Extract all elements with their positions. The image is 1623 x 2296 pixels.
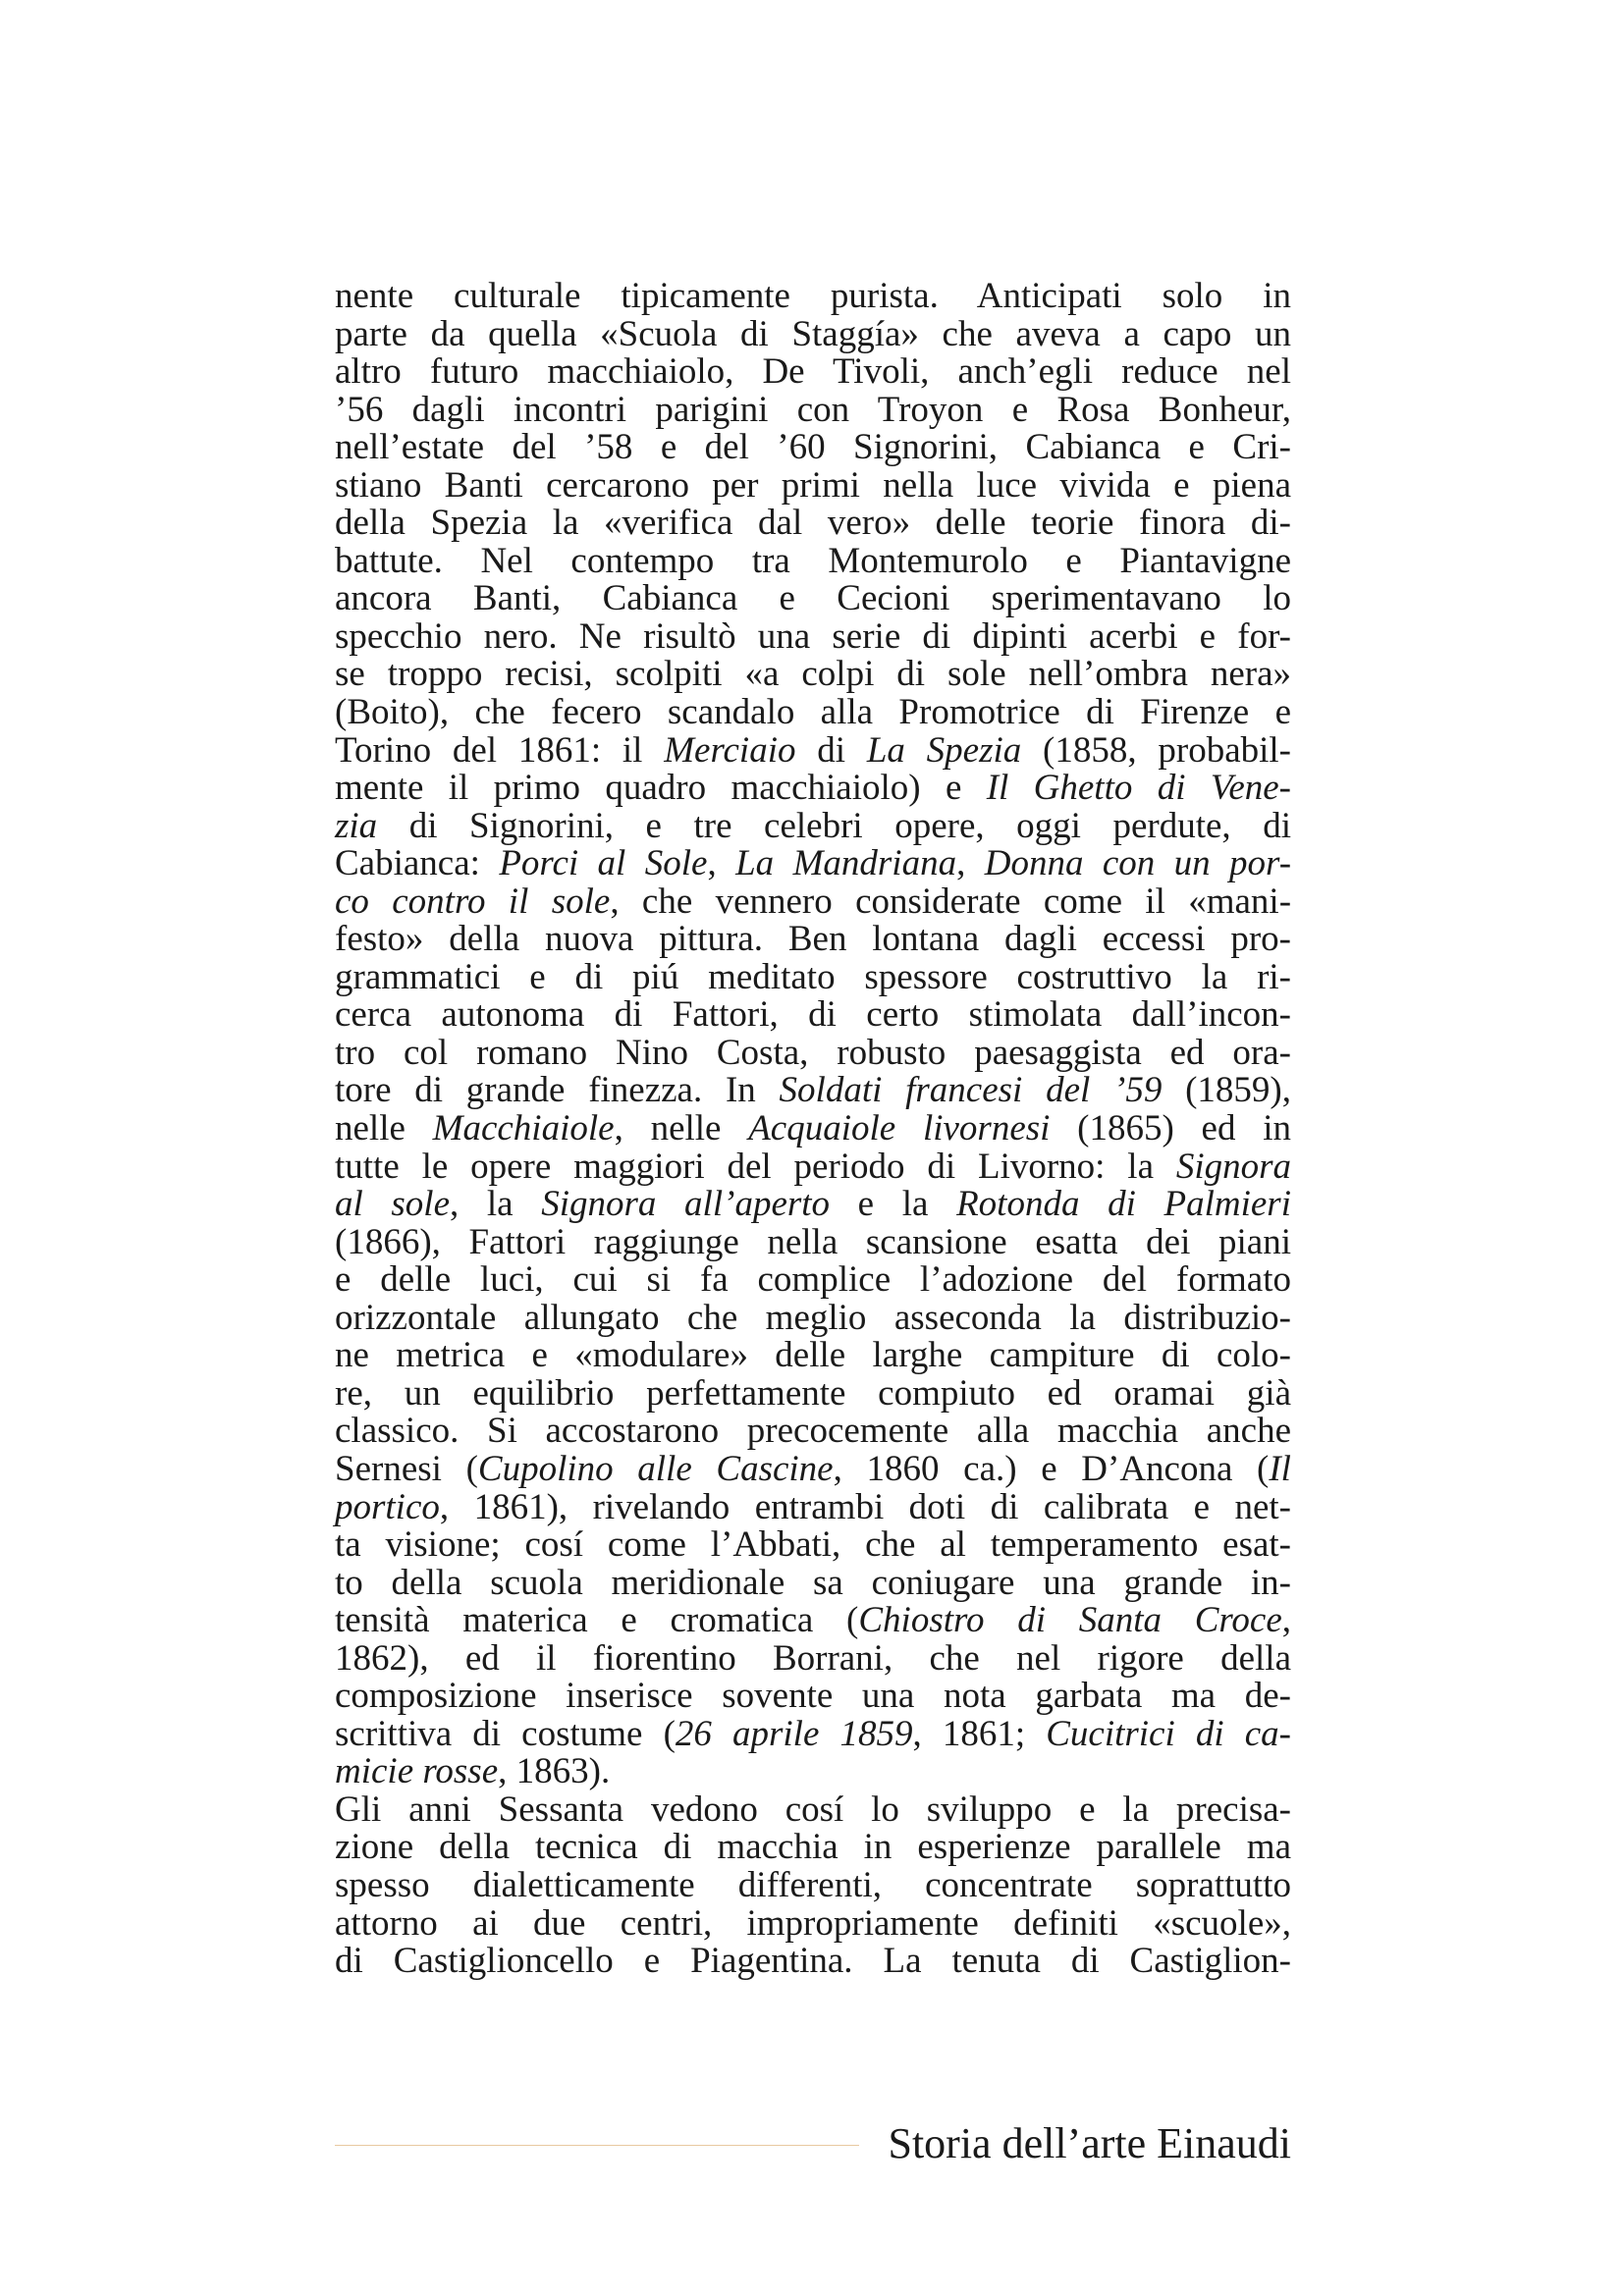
text-run: tensità materica e cromatica ( <box>335 1600 859 1641</box>
text-run: di Signorini, e tre celebri opere, oggi perdute, di <box>377 805 1291 846</box>
text-run: Torino del 1861: il <box>335 729 665 771</box>
italic-title: micie rosse <box>335 1751 499 1792</box>
text-run: scrittiva di costume ( <box>335 1713 676 1754</box>
text-line <box>335 1678 1291 1716</box>
text-run: (Boito), che fecero scandalo alla Promotrice di Firenze e <box>335 692 1291 733</box>
text-run: Gli anni Sessanta vedono cosí lo sviluppo e la precisa- <box>335 1789 1291 1830</box>
text-line <box>335 1602 1291 1640</box>
text-line <box>335 770 1291 808</box>
text-run: tutte le opere maggiori del periodo di Livorno: la <box>335 1146 1176 1187</box>
text-run: composizione inserisce sovente una nota garbata ma de- <box>335 1676 1291 1717</box>
text-line <box>335 1413 1291 1451</box>
text-run: parte da quella «Scuola di Staggía» che aveva a capo un <box>335 313 1291 354</box>
text-line <box>335 1110 1291 1148</box>
text-run: spesso dialetticamente differenti, concentrate soprattutto <box>335 1864 1291 1905</box>
italic-title: al sole <box>335 1184 451 1225</box>
italic-title: Signora all’aperto <box>541 1184 831 1225</box>
text-run: , <box>956 843 985 884</box>
text-line <box>335 389 1291 430</box>
italic-title: zia <box>335 805 378 846</box>
text-run: grammatici e di piú meditato spessore costruttivo la ri- <box>335 956 1291 997</box>
text-run: e la <box>830 1184 957 1225</box>
italic-title: 26 aprile 1859 <box>675 1713 913 1754</box>
text-run: (1858, probabil- <box>1021 729 1291 771</box>
text-line <box>335 1864 1291 1905</box>
text-line <box>335 1637 1291 1679</box>
text-run: to della scuola meridionale sa coniugare una grande in- <box>335 1562 1291 1603</box>
text-run: ta visione; cosí come l’Abbati, che al temperamento esat- <box>335 1524 1291 1566</box>
text-run: di Castiglioncello e Piagentina. La tenuta di Castiglion- <box>335 1941 1291 1982</box>
text-run: nente culturale tipicamente purista. Anticipati solo in <box>335 276 1291 316</box>
text-line <box>335 1943 1291 1981</box>
text-run: nelle <box>335 1108 433 1149</box>
text-line <box>335 1372 1291 1414</box>
footer-title: Storia dell’arte Einaudi <box>888 2119 1291 2167</box>
text-line <box>335 540 1291 581</box>
italic-title: Cupolino alle Cascine <box>477 1448 834 1489</box>
body-text <box>335 278 1291 1981</box>
footer-rule <box>335 2145 859 2146</box>
text-line <box>335 1186 1291 1224</box>
text-run: specchio nero. Ne risultò una serie di dipinti acerbi e for- <box>335 615 1291 657</box>
italic-title: Soldati francesi del ’59 <box>779 1070 1163 1111</box>
text-line <box>335 615 1291 657</box>
text-run: , la <box>450 1184 542 1225</box>
text-line <box>335 278 1291 316</box>
text-run: 1862), ed il fiorentino Borrani, che nel rigore della <box>335 1637 1291 1679</box>
text-line <box>335 845 1291 883</box>
italic-title: Macchiaiole <box>432 1108 615 1149</box>
text-line <box>335 1902 1291 1944</box>
text-line <box>335 313 1291 354</box>
italic-title: Il Ghetto di Vene- <box>986 768 1292 809</box>
text-line <box>335 805 1291 846</box>
text-run: battute. Nel contempo tra Montemurolo e Piantavigne <box>335 540 1291 581</box>
text-run: tro col romano Nino Costa, robusto paesaggista ed ora- <box>335 1032 1291 1073</box>
text-run: , 1860 ca.) e D’Ancona ( <box>833 1448 1270 1489</box>
text-run: ne metrica e «modulare» delle larghe campiture di colo- <box>335 1335 1291 1376</box>
text-line <box>335 1297 1291 1338</box>
text-line <box>335 656 1291 694</box>
text-run: mente il primo quadro macchiaiolo) e <box>335 768 987 809</box>
italic-title: co contro il sole <box>335 881 611 922</box>
text-line <box>335 694 1291 732</box>
italic-title: Donna con un por- <box>984 843 1292 884</box>
text-line <box>335 996 1291 1035</box>
text-run: altro futuro macchiaiolo, De Tivoli, anch’egli reduce nel <box>335 351 1291 393</box>
text-run: , <box>1281 1600 1291 1641</box>
italic-title: Signora <box>1175 1146 1291 1187</box>
text-run: Cabianca: <box>335 843 500 884</box>
text-run: festo» della nuova pittura. Ben lontana dagli eccessi pro- <box>335 919 1291 960</box>
text-line <box>335 1261 1291 1300</box>
text-line <box>335 1221 1291 1262</box>
text-run: , 1861), rivelando entrambi doti di calibrata e net- <box>439 1486 1291 1527</box>
italic-title: Rotonda di Palmieri <box>956 1184 1291 1225</box>
text-run: ancora Banti, Cabianca e Cecioni sperimentavano lo <box>335 578 1291 619</box>
text-run: , 1863). <box>498 1751 611 1792</box>
text-line <box>335 1713 1291 1754</box>
text-line <box>335 1072 1291 1110</box>
text-run: (1859), <box>1162 1070 1291 1111</box>
text-run: e delle luci, cui si fa complice l’adozione del formato <box>335 1259 1291 1301</box>
text-line <box>335 580 1291 618</box>
text-run: zione della tecnica di macchia in esperienze parallele ma <box>335 1827 1291 1868</box>
text-run: re, un equilibrio perfettamente compiuto ed oramai già <box>335 1372 1291 1414</box>
italic-title: La Spezia <box>866 729 1022 771</box>
text-line <box>335 464 1291 506</box>
text-line <box>335 353 1291 392</box>
text-run: classico. Si accostarono precocemente alla macchia anche <box>335 1411 1291 1452</box>
text-line <box>335 1562 1291 1603</box>
text-run: della Spezia la «verifica dal vero» delle teorie finora di- <box>335 503 1291 544</box>
text-run: , 1861; <box>912 1713 1047 1754</box>
italic-title: Chiostro di Santa Croce <box>858 1600 1282 1641</box>
text-line <box>335 1486 1291 1527</box>
text-line <box>335 1148 1291 1187</box>
italic-title: Il <box>1269 1448 1291 1489</box>
text-line <box>335 1032 1291 1073</box>
text-run: ’56 dagli incontri parigini con Troyon e Rosa Bonheur, <box>335 389 1291 430</box>
text-line <box>335 505 1291 543</box>
italic-title: Cucitrici di ca- <box>1046 1713 1291 1754</box>
text-run: , che vennero considerate come il «mani- <box>610 881 1292 922</box>
text-line <box>335 1448 1291 1489</box>
italic-title: Porci al Sole <box>499 843 708 884</box>
italic-title: portico <box>335 1486 440 1527</box>
text-line <box>335 1791 1291 1830</box>
italic-title: Merciaio <box>664 729 796 771</box>
text-run: , <box>707 843 736 884</box>
text-run: se troppo recisi, scolpiti «a colpi di sole nell’ombra nera» <box>335 654 1291 695</box>
text-run: cerca autonoma di Fattori, di certo stimolata dall’incon- <box>335 994 1291 1036</box>
text-run: stiano Banti cercarono per primi nella luce vivida e piena <box>335 464 1291 506</box>
text-run: orizzontale allungato che meglio asseconda la distribuzio- <box>335 1297 1291 1338</box>
text-run: attorno ai due centri, impropriamente definiti «scuole», <box>335 1902 1291 1944</box>
text-line <box>335 729 1291 771</box>
text-run: tore di grande finezza. In <box>335 1070 780 1111</box>
text-run: (1865) ed in <box>1050 1108 1291 1149</box>
text-line <box>335 1829 1291 1867</box>
text-line <box>335 921 1291 959</box>
italic-title: Acquaiole livornesi <box>748 1108 1051 1149</box>
text-line <box>335 429 1291 467</box>
text-run: , nelle <box>614 1108 749 1149</box>
text-line <box>335 1337 1291 1375</box>
text-run: Sernesi ( <box>335 1448 478 1489</box>
text-line <box>335 883 1291 922</box>
text-line <box>335 1526 1291 1565</box>
text-line <box>335 1753 1291 1791</box>
text-run: di <box>795 729 867 771</box>
italic-title: La Mandriana <box>735 843 957 884</box>
text-line <box>335 956 1291 997</box>
text-run: nell’estate del ’58 e del ’60 Signorini, Cabianca e Cri- <box>335 427 1291 468</box>
text-run: (1866), Fattori raggiunge nella scansione esatta dei piani <box>335 1221 1291 1262</box>
